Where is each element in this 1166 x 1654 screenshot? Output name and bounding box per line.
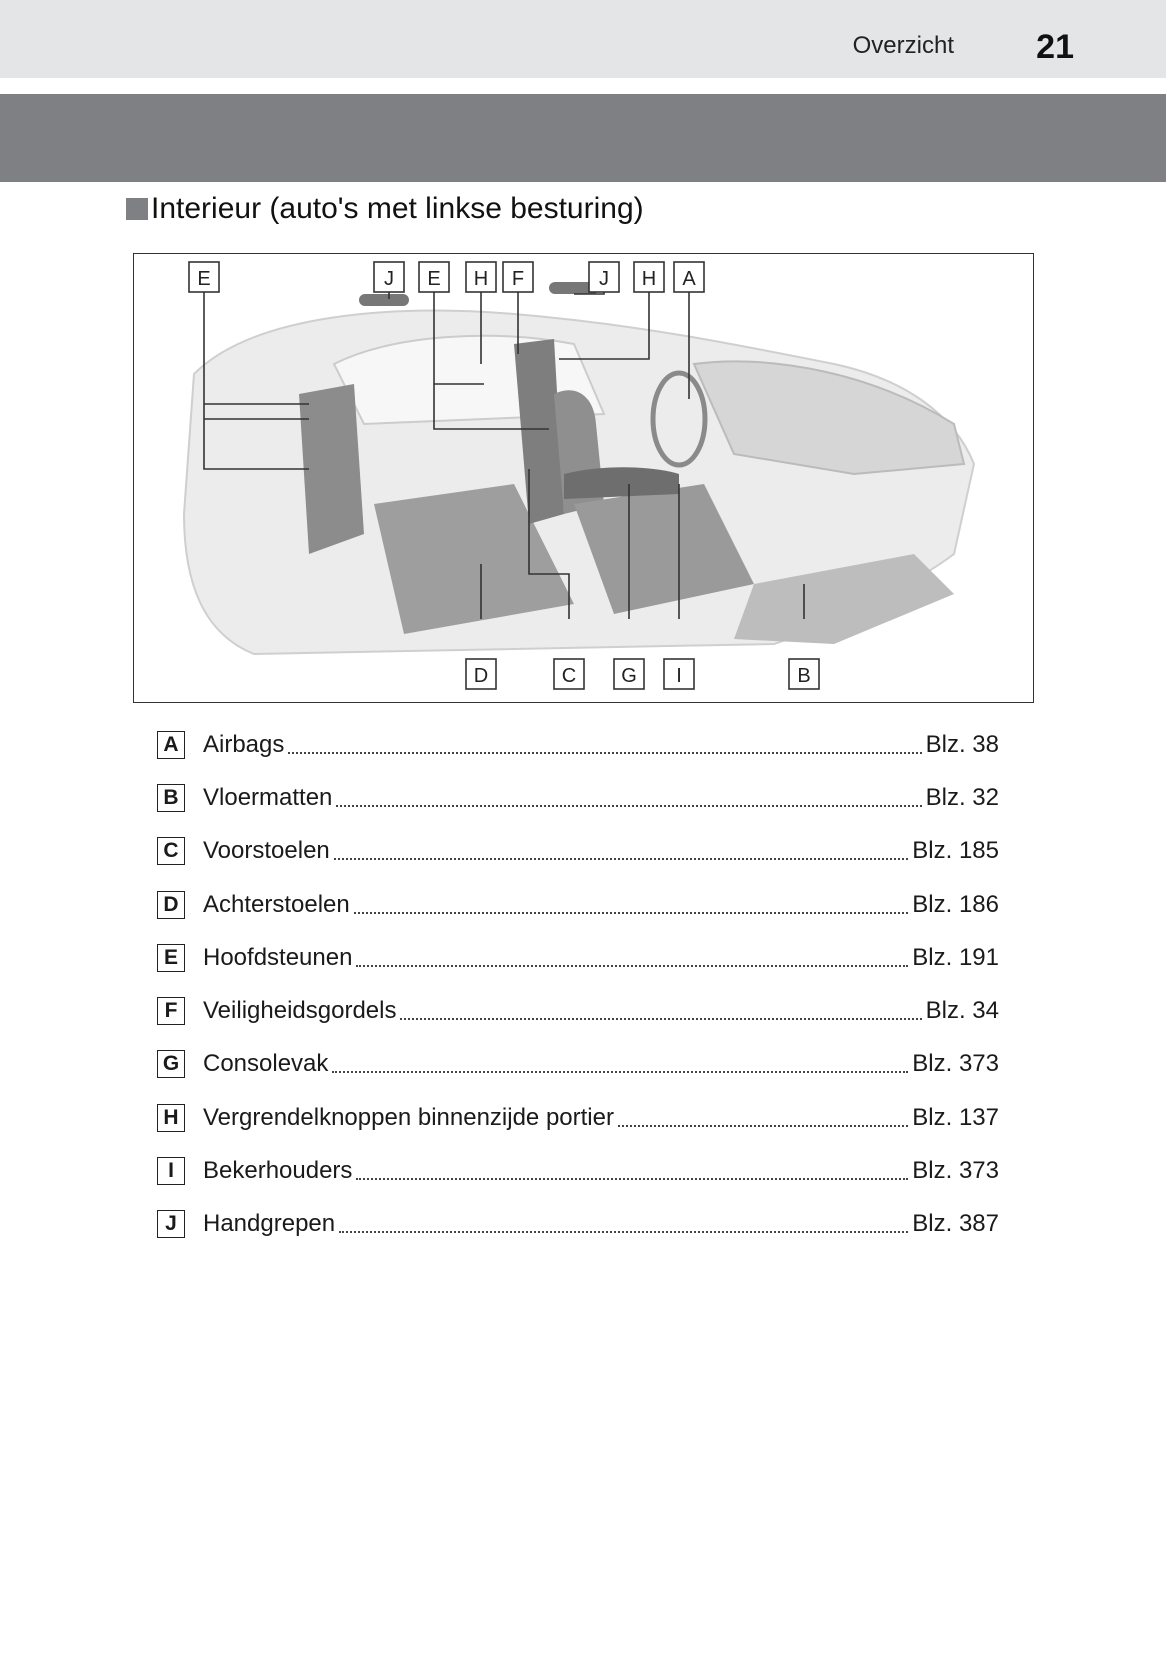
callout-I: I bbox=[676, 665, 682, 687]
list-item bbox=[157, 984, 999, 1037]
dot-leader bbox=[334, 858, 909, 860]
item-label: Vergrendelknoppen binnenzijde portier bbox=[203, 1103, 614, 1131]
item-page-ref: Blz. 185 bbox=[912, 837, 999, 865]
list-item bbox=[157, 1038, 999, 1091]
dot-leader bbox=[332, 1071, 908, 1073]
item-label: Consolevak bbox=[203, 1050, 329, 1078]
item-page-ref: Blz. 34 bbox=[925, 997, 999, 1025]
item-letter: A bbox=[157, 731, 185, 759]
item-letter: E bbox=[157, 944, 185, 972]
callout-C: C bbox=[561, 665, 577, 687]
callout-J-1: J bbox=[384, 268, 394, 290]
console-shape bbox=[564, 467, 679, 499]
item-page-ref: Blz. 186 bbox=[912, 890, 999, 918]
item-letter: H bbox=[157, 1104, 185, 1132]
callout-A: A bbox=[682, 268, 696, 290]
list-item bbox=[157, 1091, 999, 1144]
callout-E-2: E bbox=[427, 268, 441, 290]
dot-leader bbox=[288, 752, 921, 754]
list-item bbox=[157, 1198, 999, 1251]
dot-leader bbox=[356, 965, 908, 967]
item-label: Airbags bbox=[203, 730, 285, 758]
callout-G: G bbox=[621, 665, 637, 687]
dot-leader bbox=[339, 1231, 908, 1233]
item-page-ref: Blz. 137 bbox=[912, 1103, 999, 1131]
page-heading bbox=[126, 192, 644, 226]
list-item bbox=[157, 1144, 999, 1197]
interior-drawing bbox=[134, 254, 1033, 702]
component-index bbox=[157, 718, 999, 1251]
dot-leader bbox=[336, 805, 921, 807]
callout-B: B bbox=[797, 665, 811, 687]
heading-text: Interieur (auto's met linkse besturing) bbox=[151, 192, 644, 225]
callout-E-1: E bbox=[197, 268, 211, 290]
list-item bbox=[157, 825, 999, 878]
grab-handle-rear bbox=[359, 294, 409, 306]
item-page-ref: Blz. 38 bbox=[925, 730, 999, 758]
item-label: Achterstoelen bbox=[203, 890, 350, 918]
item-letter: G bbox=[157, 1050, 185, 1078]
item-label: Veiligheidsgordels bbox=[203, 997, 397, 1025]
item-letter: D bbox=[157, 891, 185, 919]
item-page-ref: Blz. 191 bbox=[912, 943, 999, 971]
dot-leader bbox=[400, 1018, 921, 1020]
interior-illustration bbox=[133, 253, 1034, 703]
item-page-ref: Blz. 32 bbox=[925, 783, 999, 811]
item-page-ref: Blz. 387 bbox=[912, 1210, 999, 1238]
page-header bbox=[0, 0, 1166, 78]
item-label: Vloermatten bbox=[203, 783, 333, 811]
callout-F: F bbox=[511, 268, 525, 290]
list-item bbox=[157, 771, 999, 824]
item-page-ref: Blz. 373 bbox=[912, 1050, 999, 1078]
item-label: Bekerhouders bbox=[203, 1157, 353, 1185]
dot-leader bbox=[356, 1178, 908, 1180]
item-letter: C bbox=[157, 837, 185, 865]
item-letter: J bbox=[157, 1210, 185, 1238]
list-item bbox=[157, 718, 999, 771]
item-letter: I bbox=[157, 1157, 185, 1185]
callout-H-1: H bbox=[473, 268, 489, 290]
list-item bbox=[157, 878, 999, 931]
item-label: Voorstoelen bbox=[203, 837, 330, 865]
section-title: Overzicht bbox=[852, 32, 954, 59]
callout-J-2: J bbox=[599, 268, 609, 290]
item-letter: B bbox=[157, 784, 185, 812]
item-label: Hoofdsteunen bbox=[203, 943, 353, 971]
item-label: Handgrepen bbox=[203, 1210, 336, 1238]
item-letter: F bbox=[157, 997, 185, 1025]
list-item bbox=[157, 931, 999, 984]
callout-D: D bbox=[473, 665, 489, 687]
heading-square-icon bbox=[126, 198, 148, 220]
callout-H-2: H bbox=[641, 268, 657, 290]
dot-leader bbox=[618, 1125, 908, 1127]
page-number: 21 bbox=[1036, 28, 1074, 66]
item-page-ref: Blz. 373 bbox=[912, 1157, 999, 1185]
header-band bbox=[0, 94, 1166, 182]
dot-leader bbox=[354, 912, 909, 914]
